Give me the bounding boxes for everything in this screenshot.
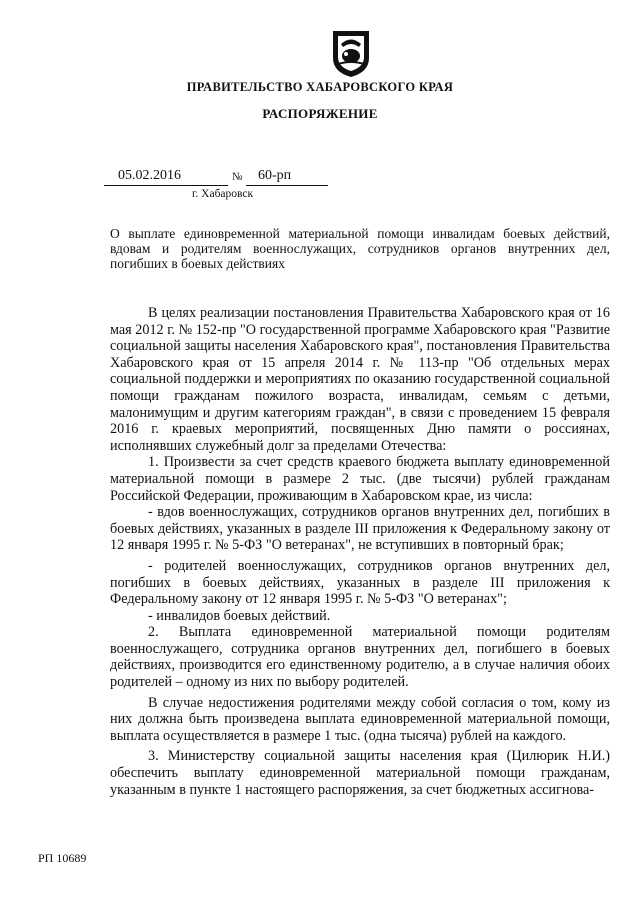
document-type: РАСПОРЯЖЕНИЕ bbox=[262, 106, 378, 121]
document-number: 60-рп bbox=[258, 168, 292, 183]
coat-of-arms-emblem bbox=[329, 28, 373, 78]
date-underline bbox=[104, 185, 228, 186]
document-city: г. Хабаровск bbox=[192, 188, 254, 200]
number-underline bbox=[246, 185, 328, 186]
body-paragraph: 3. Министерству социальной защиты населения края (Цилюрик Н.И.) обеспечить выплату единовременной материальной помощи гражданам, указанным в пункте 1 настоящего распоряжения, за счет бюджетных ассигнова- bbox=[110, 748, 610, 798]
document-date: 05.02.2016 bbox=[118, 168, 181, 183]
body-paragraph: 2. Выплата единовременной материальной помощи родителям военнослужащего, сотрудника органов внутренних дел, погибшего в боевых действиях, производится его единственному родителю, а в случае наличия обоих родителей – одному из них по выбору родителей. bbox=[110, 624, 610, 691]
government-title: ПРАВИТЕЛЬСТВО ХАБАРОВСКОГО КРАЯ bbox=[186, 80, 454, 94]
footer-code: РП 10689 bbox=[38, 851, 87, 865]
body-paragraph: - инвалидов боевых действий. bbox=[148, 607, 331, 624]
document-subject: О выплате единовременной материальной помощи инвалидам боевых действий, вдовам и родителям военнослужащих, сотрудников органов внутренних дел, погибших в боевых действиях bbox=[110, 226, 610, 271]
body-paragraph: - родителей военнослужащих, сотрудников органов внутренних дел, погибших в боевых действиях, указанных в разделе III приложения к Федеральному закону от 12 января 1995 г. № 5-ФЗ "О ветеранах"; bbox=[110, 557, 610, 608]
number-sign: № bbox=[232, 171, 243, 183]
body-paragraph: - вдов военнослужащих, сотрудников органов внутренних дел, погибших в боевых действиях, указанных в разделе III приложения к Федеральному закону от 12 января 1995 г. № 5-ФЗ "О ветеранах", не вступивших в повторный брак; bbox=[110, 504, 610, 554]
body-paragraph: В случае недостижения родителями между собой согласия о том, кому из них должна быть произведена выплата единовременной материальной помощи, выплата осуществляется в размере 1 тыс. (одна тысяча) рублей на каждого. bbox=[110, 694, 610, 744]
document-body bbox=[110, 305, 610, 798]
body-paragraph: 1. Произвести за счет средств краевого бюджета выплату единовременной материальной помощи в размере 2 тыс. (две тысячи) рублей гражданам Российской Федерации, проживающим в Хабаровском крае, из числа: bbox=[110, 454, 610, 504]
body-paragraph: В целях реализации постановления Правительства Хабаровского края от 16 мая 2012 г. № 152-пр "О государственной программе Хабаровского края "Развитие социальной защиты населения Хабаровского края", постановления Правительства Хабаровского края от 15 апреля 2014 г. № 113-пр "Об отдельных мерах социальной поддержки и мероприятиях по оказанию государственной социальной помощи гражданам пожилого возраста, инвалидам, семьям с детьми, малонимущим и другим категориям граждан", в связи с проведением 15 февраля 2016 г. краевых мероприятий, посвященных Дню памяти о россиянах, исполнявших служебный долг за пределами Отечества: bbox=[110, 305, 610, 454]
